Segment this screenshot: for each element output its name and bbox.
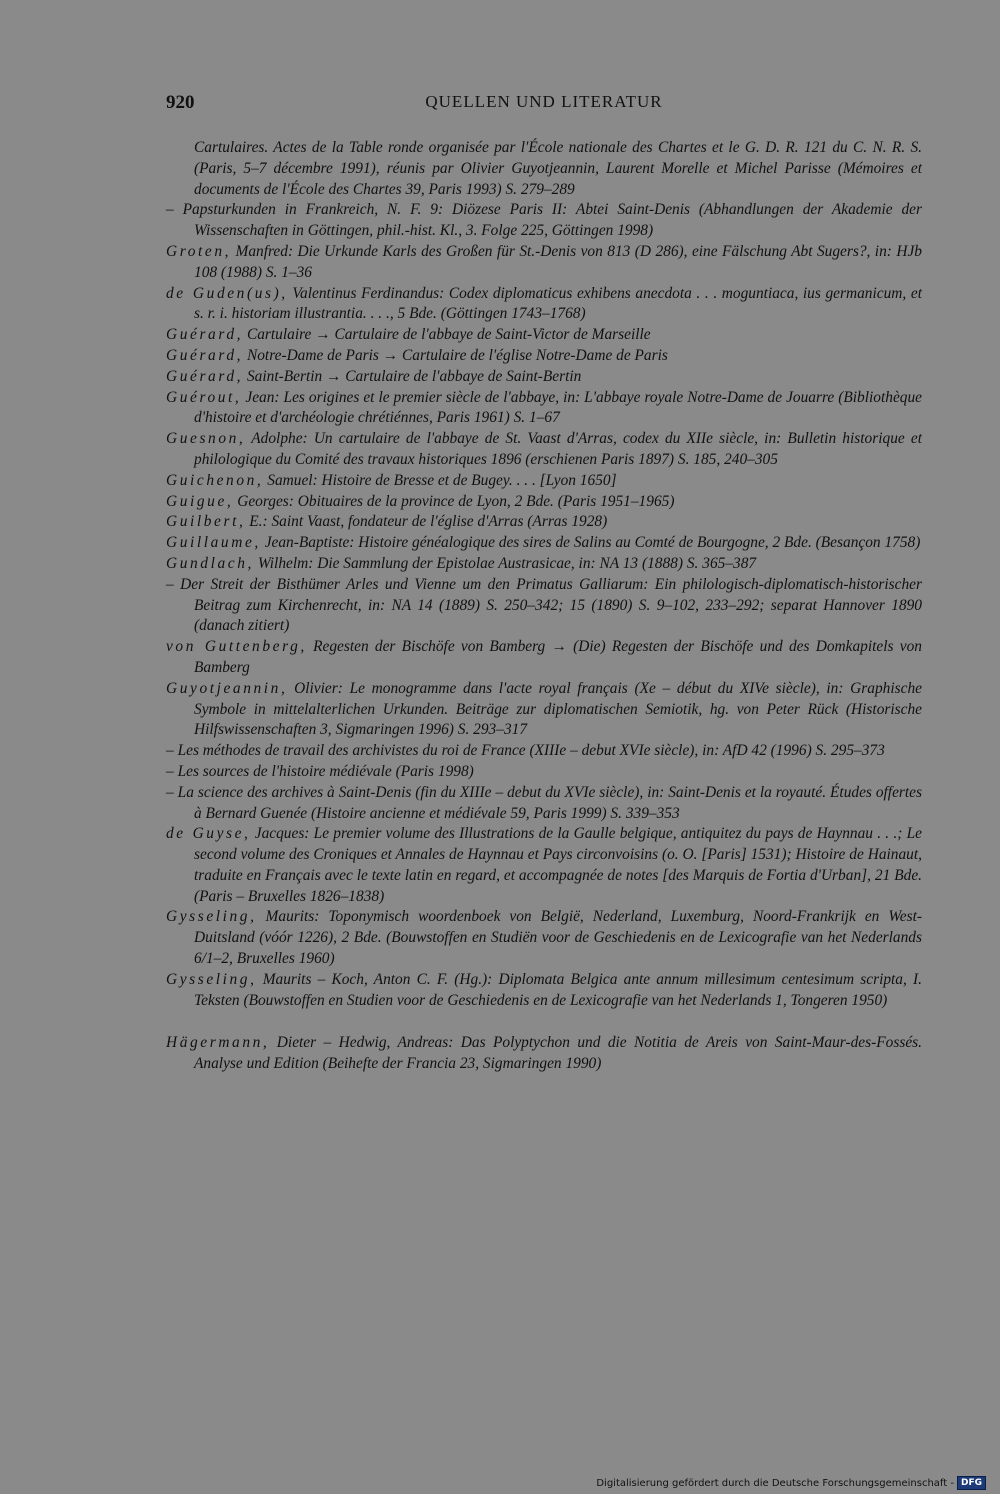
page-header <box>166 92 922 116</box>
bibliography-entry <box>166 429 922 471</box>
ditto-dash: – <box>166 762 174 780</box>
entry-text: Cartulaires. Actes de la Table ronde organisée par l'École nationale des Chartes et le G. D. R. 121 du C. N. R. S. (Paris, 5–7 décembre 1991), réunis par Olivier Guyotjeannin, Laurent Morelle et Michel Parisse (Mémoires et documents de l'École des Chartes 39, Paris 1993) S. 279–289 <box>194 139 922 198</box>
entry-author: Hägermann, <box>166 1034 270 1052</box>
bibliography-entry <box>166 907 922 969</box>
entry-text: Valentinus Ferdinandus: Codex diplomaticus exhibens anecdota . . . moguntiaca, ius germanicum, et s. r. i. historiam illustrantia. . . ., 5 Bde. (Göttingen 1743–1768) <box>194 284 922 323</box>
bibliography-entry <box>166 284 922 326</box>
bibliography-entry <box>166 388 922 430</box>
entry-author: Gundlach, <box>166 554 254 572</box>
bibliography-list <box>166 138 922 1075</box>
entry-text: Samuel: Histoire de Bresse et de Bugey. . . . [Lyon 1650] <box>267 471 617 489</box>
entry-text: Jacques: Le premier volume des Illustrations de la Gaulle belgique, antiquitez du pays de Haynnau . . .; Le second volume des Croniques et Annales de Haynnau et Pays circonvoisins (o. O. [Paris] 1531); Histoire de Hainaut, traduite en Français avec le texte latin en regard, et accompagnée de notes [des Marquis de Fortia d'Urban], 21 Bde. (Paris – Bruxelles 1826–1838) <box>194 825 922 905</box>
entry-author: Guillaume, <box>166 534 261 552</box>
bibliography-entry <box>166 679 922 741</box>
entry-author: Guyotjeannin, <box>166 679 288 697</box>
bibliography-entry <box>166 242 922 284</box>
entry-author: Guesnon, <box>166 430 246 448</box>
bibliography-entry <box>166 575 922 637</box>
bibliography-entry <box>166 471 922 492</box>
entry-author: Groten, <box>166 242 232 260</box>
entry-author: Guérard, <box>166 326 244 344</box>
bibliography-entry <box>166 325 922 346</box>
bibliography-entry <box>166 970 922 1012</box>
page-footer <box>596 1475 986 1491</box>
entry-text: Manfred: Die Urkunde Karls des Großen für St.-Denis von 813 (D 286), eine Fälschung Abt Sugers?, in: HJb 108 (1988) S. 1–36 <box>194 242 922 281</box>
page-number: 920 <box>166 92 195 113</box>
bibliography-entry <box>166 346 922 367</box>
entry-text: Wilhelm: Die Sammlung der Epistolae Austrasicae, in: NA 13 (1888) S. 365–387 <box>257 554 757 572</box>
entry-text: Maurits: Toponymisch woordenboek von België, Nederland, Luxemburg, Noord-Frankrijk en West-Duitsland (vóór 1226), 2 Bde. (Bouwstoffen en Studiën voor de Geschiedenis en de Lexicografie van het Nederlands 6/1–2, Bruxelles 1960) <box>194 908 922 968</box>
bibliography-entry <box>166 554 922 575</box>
bibliography-entry <box>166 492 922 513</box>
running-head: QUELLEN UND LITERATUR <box>425 92 663 111</box>
entry-text: La science des archives à Saint-Denis (fin du XIIIe – debut du XVIe siècle), in: Saint-Denis et la royauté. Études offertes à Bernard Guenée (Histoire ancienne et médiévale 59, Paris 1999) S. 339–353 <box>177 783 923 822</box>
entry-text: Regesten der Bischöfe von Bamberg → (Die) Regesten der Bischöfe und des Domkapitels von Bamberg <box>194 638 922 676</box>
bibliography-entry <box>166 533 922 554</box>
bibliography-entry <box>166 637 922 679</box>
bibliography-entry <box>166 824 922 907</box>
entry-author: Guérout, <box>166 388 242 406</box>
entry-author: Guérard, <box>166 367 244 385</box>
ditto-dash: – <box>166 201 174 219</box>
bibliography-entry <box>166 512 922 533</box>
bibliography-entry <box>166 138 922 200</box>
footer-credit: Digitalisierung gefördert durch die Deutsche Forschungsgemeinschaft - <box>596 1477 954 1489</box>
entry-text: Olivier: Le monogramme dans l'acte royal français (Xe – début du XIVe siècle), in: Graphische Symbole in mittelalterlichen Urkunden. Beiträge zur diplomatischen Semiotik, hg. von Peter Rück (Historische Hilfswissenschaften 3, Sigmaringen 1996) S. 293–317 <box>194 679 922 739</box>
entry-text: Georges: Obituaires de la province de Lyon, 2 Bde. (Paris 1951–1965) <box>237 492 675 510</box>
entry-text: Jean: Les origines et le premier siècle de l'abbaye, in: L'abbaye royale Notre-Dame de Jouarre (Bibliothèque d'histoire et d'archéologie chrétiénnes, Paris 1961) S. 1–67 <box>194 388 922 427</box>
bibliography-entry <box>166 762 922 783</box>
entry-author: von Guttenberg, <box>166 638 307 656</box>
entry-author: Guichenon, <box>166 471 264 489</box>
dfg-logo-icon: DFG <box>957 1476 986 1490</box>
bibliography-entry <box>166 741 922 762</box>
ditto-dash: – <box>166 783 174 801</box>
entry-author: de Guyse, <box>166 825 251 843</box>
ditto-dash: – <box>166 742 174 760</box>
entry-text: Maurits – Koch, Anton C. F. (Hg.): Diplomata Belgica ante annum millesimum centesimum scripta, I. Teksten (Bouwstoffen en Studien voor de Geschiedenis en de Lexicografie van het Nederlands 1, Tongeren 1950) <box>194 970 922 1009</box>
entry-author: Guigue, <box>166 492 234 510</box>
entry-author: Gysseling, <box>166 970 257 988</box>
bibliography-entry <box>166 367 922 388</box>
entry-text: Papsturkunden in Frankreich, N. F. 9: Diözese Paris II: Abtei Saint-Denis (Abhandlungen der Akademie der Wissenschaften in Göttingen, phil.-hist. Kl., 3. Folge 225, Göttingen 1998) <box>182 201 922 240</box>
entry-text: Les méthodes de travail des archivistes du roi de France (XIIIe – debut XVIe siècle), in: AfD 42 (1996) S. 295–373 <box>177 742 885 760</box>
entry-text: Jean-Baptiste: Histoire généalogique des sires de Salins au Comté de Bourgogne, 2 Bde. (Besançon 1758) <box>264 534 921 552</box>
entry-text: Saint-Bertin → Cartulaire de l'abbaye de Saint-Bertin <box>246 367 582 385</box>
entry-author: Gysseling, <box>166 908 257 926</box>
bibliography-entry <box>166 200 922 242</box>
entry-text: Les sources de l'histoire médiévale (Paris 1998) <box>177 762 474 780</box>
entry-text: E.: Saint Vaast, fondateur de l'église d'Arras (Arras 1928) <box>249 513 608 531</box>
bibliography-entry <box>166 783 922 825</box>
bibliography-entry <box>166 1033 922 1075</box>
entry-author: Guérard, <box>166 346 244 364</box>
entry-text: Cartulaire → Cartulaire de l'abbaye de Saint-Victor de Marseille <box>246 326 651 344</box>
ditto-dash: – <box>166 575 174 593</box>
entry-author: Guilbert, <box>166 513 246 531</box>
entry-text: Dieter – Hedwig, Andreas: Das Polyptychon und die Notitia de Areis von Saint-Maur-des-Fossés. Analyse und Edition (Beihefte der Francia 23, Sigmaringen 1990) <box>194 1034 922 1073</box>
entry-text: Notre-Dame de Paris → Cartulaire de l'église Notre-Dame de Paris <box>246 346 668 364</box>
entry-author: de Guden(us), <box>166 284 288 302</box>
entry-text: Der Streit der Bisthümer Arles und Vienne um den Primatus Galliarum: Ein philologisch-diplomatisch-historischer Beitrag zum Kirchenrecht, in: NA 14 (1889) S. 250–342; 15 (1890) S. 9–102, 233–292; separat Hannover 1890 (danach zitiert) <box>180 575 922 635</box>
entry-text: Adolphe: Un cartulaire de l'abbaye de St. Vaast d'Arras, codex du XIIe siècle, in: Bulletin historique et philologique du Comité des travaux historiques 1896 (erschienen Paris 1897) S. 185, 240–305 <box>194 430 922 468</box>
